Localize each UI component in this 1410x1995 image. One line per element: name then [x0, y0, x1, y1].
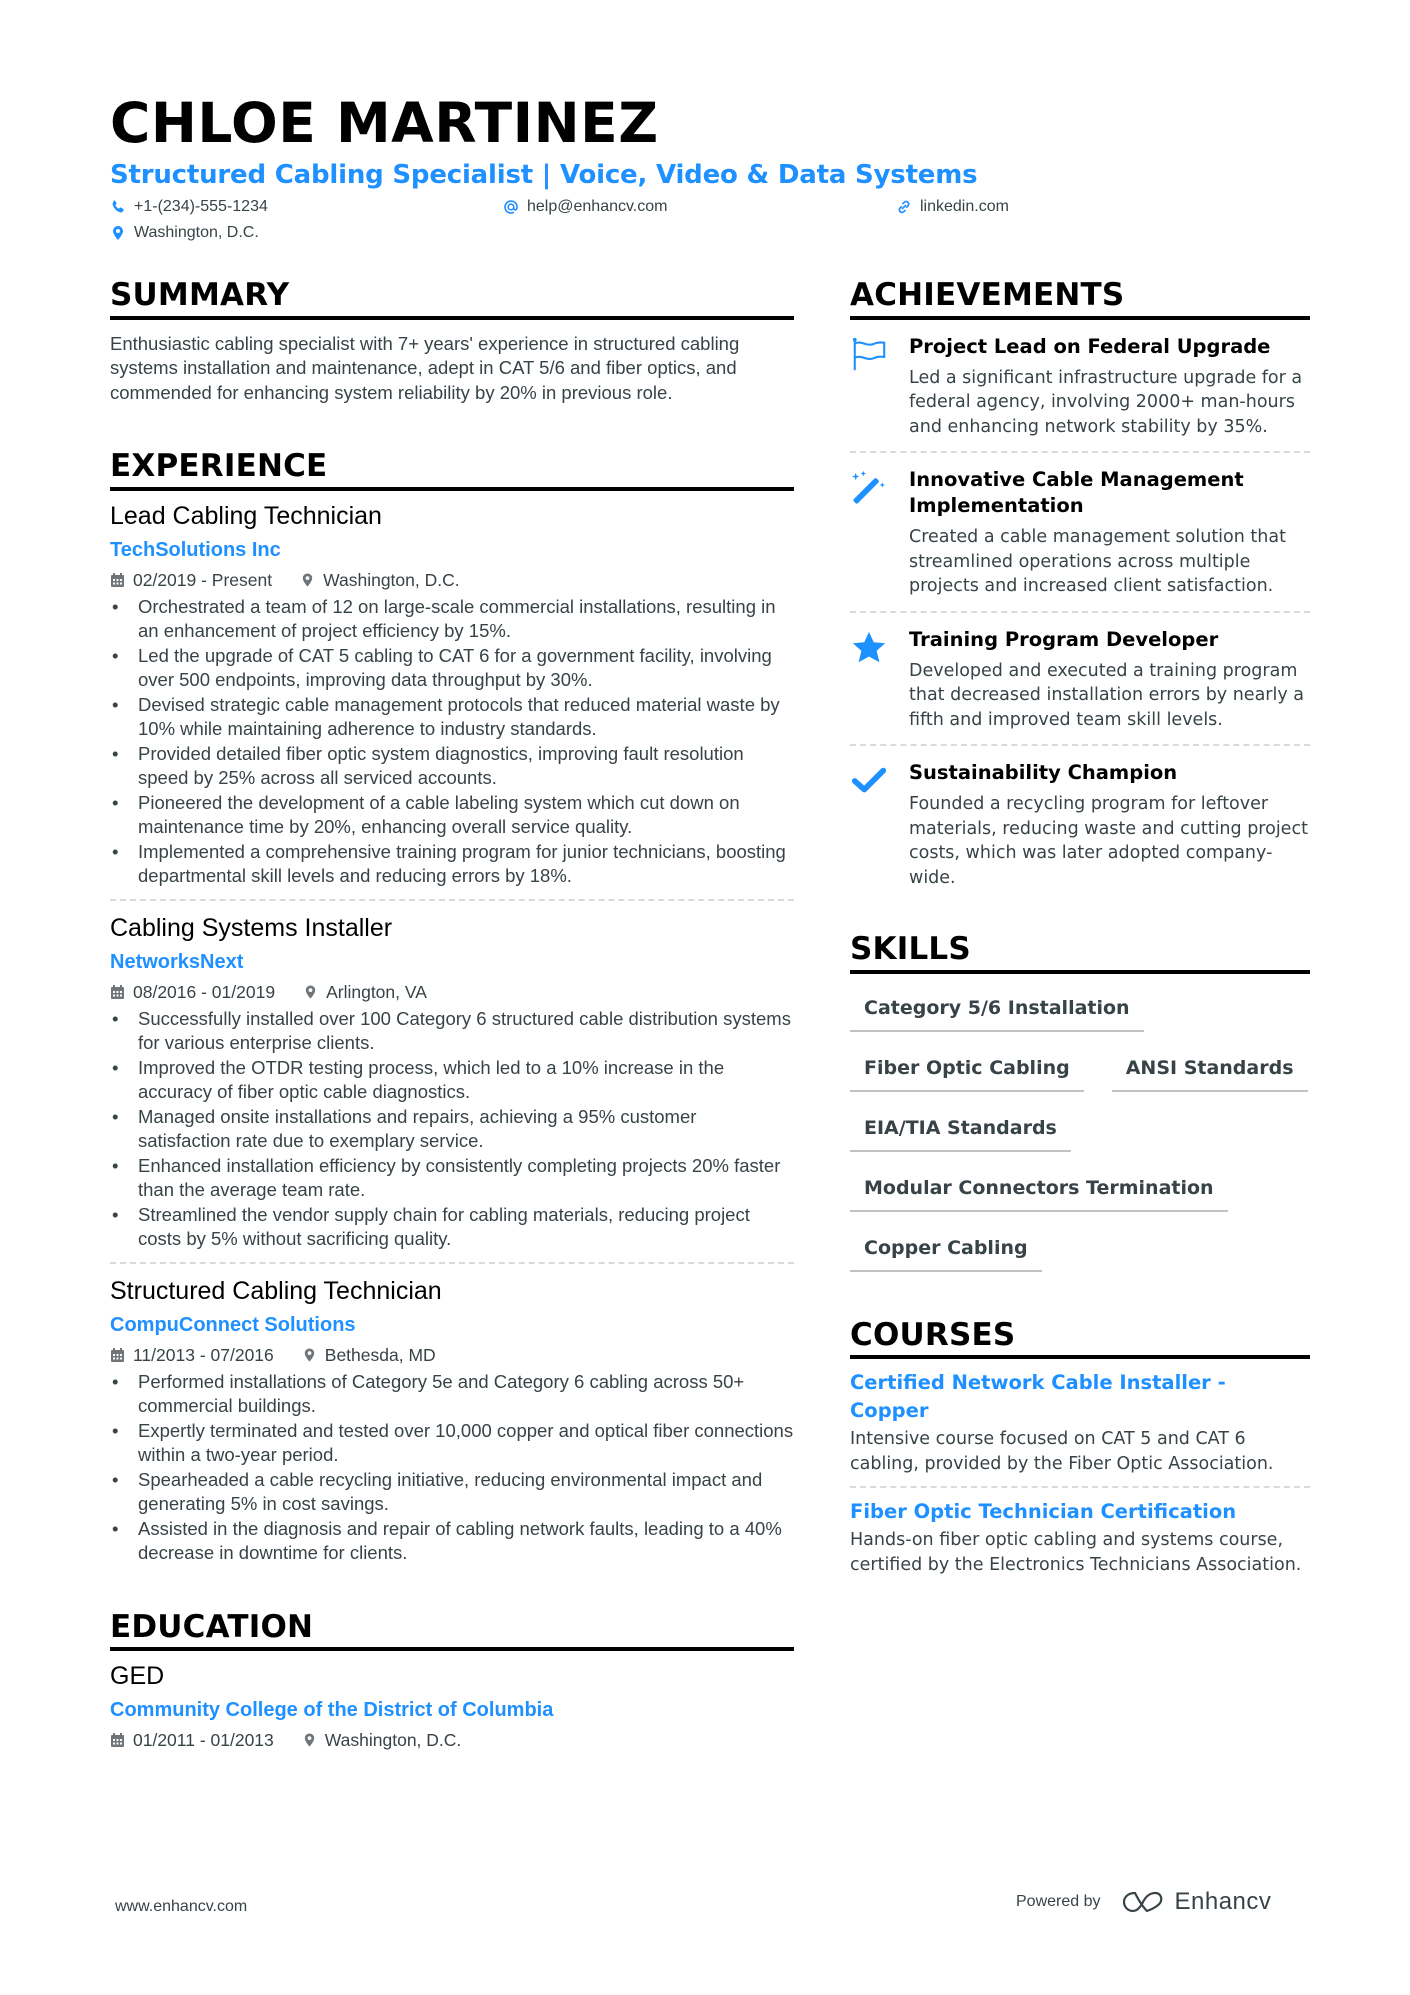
checkmark-icon: [850, 762, 888, 800]
footer-branding: [1016, 1888, 1271, 1916]
job-title: Structured Cabling Technician: [110, 1276, 442, 1305]
experience-section: [110, 449, 794, 1566]
company-name: TechSolutions Inc: [110, 538, 281, 561]
location-pin-icon: [300, 572, 315, 588]
school-name: Community College of the District of Columbia: [110, 1699, 554, 1722]
job-title: Lead Cabling Technician: [110, 501, 382, 530]
footer-website[interactable]: www.enhancv.com: [115, 1898, 248, 1915]
contact-location: [110, 224, 259, 242]
skill-tag: Modular Connectors Termination: [850, 1168, 1228, 1212]
skill-tag: EIA/TIA Standards: [850, 1108, 1071, 1152]
company-name: CompuConnect Solutions: [110, 1313, 356, 1336]
achievement-item: [850, 611, 1310, 745]
summary-heading: SUMMARY: [110, 278, 794, 320]
at-icon: [503, 199, 519, 215]
bullet: • Spearheaded a cable recycling initiative, reducing environmental impact and generating 5% in cost savings.: [110, 1468, 794, 1517]
job-meta: [110, 567, 794, 593]
calendar-icon: [110, 1347, 125, 1363]
contact-email[interactable]: [503, 198, 667, 216]
skill-tag: Fiber Optic Cabling: [850, 1048, 1084, 1092]
bullet: • Improved the OTDR testing process, which led to a 10% increase in the accuracy of fiber optic cable diagnostics.: [110, 1056, 794, 1105]
summary-text: Enthusiastic cabling specialist with 7+ years' experience in structured cabling systems installation and maintenance, adept in CAT 5/6 and fiber optics, and commended for enhancing system reliability by 20% in previous role.: [110, 332, 740, 403]
experience-entry: [110, 899, 794, 1252]
skill-tag: ANSI Standards: [1112, 1048, 1308, 1092]
dates-text: 11/2013 - 07/2016: [133, 1344, 274, 1365]
contact-phone: [110, 198, 268, 216]
email-link[interactable]: help@enhancv.com: [527, 198, 668, 215]
job-meta: [110, 979, 794, 1005]
achievement-title: Innovative Cable Management Implementation: [909, 468, 1244, 518]
job-dates: [110, 979, 275, 1005]
achievement-title: Sustainability Champion: [909, 761, 1178, 785]
bullet: • Enhanced installation efficiency by consistently completing projects 20% faster than the average team rate.: [110, 1154, 794, 1203]
contact-link[interactable]: [896, 198, 1009, 216]
magic-wand-icon: [850, 469, 888, 507]
experience-entry: [110, 1262, 794, 1566]
star-icon: [850, 629, 888, 667]
calendar-icon: [110, 984, 125, 1000]
summary-section: [110, 278, 794, 405]
course-description: Intensive course focused on CAT 5 and CAT 6 cabling, provided by the Fiber Optic Association.: [850, 1429, 1274, 1474]
achievement-item: [850, 744, 1310, 902]
flag-icon: [850, 336, 888, 374]
dates-text: 08/2016 - 01/2019: [133, 981, 276, 1002]
job-location: [300, 567, 460, 593]
location-pin-icon: [302, 1347, 317, 1363]
candidate-title: Structured Cabling Specialist | Voice, Video & Data Systems: [110, 160, 978, 190]
course-description: Hands-on fiber optic cabling and systems course, certified by the Electronics Technicians Association.: [850, 1530, 1302, 1575]
education-entry: [110, 1651, 794, 1753]
location-pin-icon: [303, 984, 318, 1000]
bullet: • Performed installations of Category 5e and Category 6 cabling across 50+ commercial buildings.: [110, 1370, 794, 1419]
candidate-name: CHLOE MARTINEZ: [110, 91, 659, 155]
linkedin-link[interactable]: linkedin.com: [920, 198, 1009, 215]
achievements-section: [850, 278, 1310, 902]
location-text: Washington, D.C.: [323, 569, 460, 590]
bullet: • Expertly terminated and tested over 10,000 copper and optical fiber connections within a two-year period.: [110, 1419, 794, 1468]
achievement-item: [850, 451, 1310, 611]
course-title: Fiber Optic Technician Certification: [850, 1500, 1237, 1524]
skills-section: [850, 932, 1310, 1288]
skill-tag: Category 5/6 Installation: [850, 988, 1144, 1032]
degree: GED: [110, 1662, 165, 1691]
education-section: [110, 1610, 794, 1754]
bullet: • Orchestrated a team of 12 on large-scale commercial installations, resulting in an enhancement of project efficiency by 15%.: [110, 595, 794, 644]
bullet: • Streamlined the vendor supply chain for cabling materials, reducing project costs by 5% without sacrificing quality.: [110, 1203, 794, 1252]
experience-entry: [110, 491, 794, 889]
job-location: [302, 1342, 436, 1368]
phone-text: +1-(234)-555-1234: [134, 198, 268, 215]
skills-list: [850, 988, 1310, 1288]
bullet: • Provided detailed fiber optic system diagnostics, improving fault resolution speed by 25% across all serviced accounts.: [110, 742, 794, 791]
achievement-title: Project Lead on Federal Upgrade: [909, 334, 1271, 358]
bullet: • Assisted in the diagnosis and repair of cabling network faults, leading to a 40% decrease in downtime for clients.: [110, 1517, 794, 1566]
courses-section: [850, 1318, 1310, 1588]
dates-text: 01/2011 - 01/2013: [133, 1730, 274, 1751]
phone-icon: [110, 199, 126, 215]
skill-tag: Copper Cabling: [850, 1228, 1042, 1272]
company-name: NetworksNext: [110, 950, 244, 973]
achievement-title: Training Program Developer: [909, 627, 1219, 651]
location-pin-icon: [110, 225, 126, 241]
bullet: • Led the upgrade of CAT 5 cabling to CAT 6 for a government facility, involving over 500 endpoints, improving data throughput by 30%.: [110, 644, 794, 693]
course-title: Certified Network Cable Installer - Copper: [850, 1371, 1226, 1423]
powered-by-label: Powered by: [1016, 1893, 1101, 1910]
location-text: Bethesda, MD: [324, 1344, 436, 1365]
location-text: Arlington, VA: [326, 981, 427, 1002]
dates-text: 02/2019 - Present: [133, 569, 273, 590]
achievement-description: Led a significant infrastructure upgrade for a federal agency, involving 2000+ man-hours and enhancing network stability by 35%.: [909, 367, 1303, 437]
education-meta: [110, 1727, 794, 1753]
brand-name: Enhancv: [1174, 1888, 1272, 1915]
achievements-heading: ACHIEVEMENTS: [850, 278, 1310, 320]
job-bullets: [110, 1007, 794, 1252]
education-dates: [110, 1727, 274, 1753]
course-item: [850, 1359, 1310, 1486]
left-column: [110, 278, 794, 1783]
job-bullets: [110, 1370, 794, 1566]
enhancv-logo-icon: [1121, 1889, 1165, 1915]
achievement-description: Created a cable management solution that streamlined operations across multiple projects and increased client satisfaction.: [909, 527, 1286, 597]
job-dates: [110, 567, 272, 593]
job-location: [303, 979, 427, 1005]
bullet: • Successfully installed over 100 Category 6 structured cable distribution systems for various enterprise clients.: [110, 1007, 794, 1056]
bullet: • Implemented a comprehensive training program for junior technicians, boosting departmental skill levels and reducing errors by 18%.: [110, 840, 794, 889]
job-meta: [110, 1342, 794, 1368]
job-bullets: [110, 595, 794, 889]
bullet: • Pioneered the development of a cable labeling system which cut down on maintenance time by 20%, enhancing overall service quality.: [110, 791, 794, 840]
achievement-description: Developed and executed a training program that decreased installation errors by nearly a fifth and improved team skill levels.: [909, 660, 1304, 730]
courses-heading: COURSES: [850, 1318, 1310, 1360]
education-location: [302, 1727, 462, 1753]
calendar-icon: [110, 1732, 125, 1748]
job-title: Cabling Systems Installer: [110, 913, 393, 942]
bullet: • Managed onsite installations and repairs, achieving a 95% customer satisfaction rate due to exemplary service.: [110, 1105, 794, 1154]
location-text: Washington, D.C.: [324, 1730, 462, 1751]
location-text: Washington, D.C.: [134, 224, 259, 241]
experience-heading: EXPERIENCE: [110, 449, 794, 491]
job-dates: [110, 1342, 274, 1368]
skills-heading: SKILLS: [850, 932, 1310, 974]
location-pin-icon: [302, 1732, 317, 1748]
right-column: [850, 278, 1310, 1617]
bullet: • Devised strategic cable management protocols that reduced material waste by 10% while maintaining adherence to industry standards.: [110, 693, 794, 742]
achievement-item: [850, 320, 1310, 452]
calendar-icon: [110, 572, 125, 588]
course-item: [850, 1486, 1310, 1587]
education-heading: EDUCATION: [110, 1610, 794, 1652]
enhancv-logo[interactable]: [1121, 1888, 1272, 1916]
link-icon: [896, 199, 912, 215]
achievement-description: Founded a recycling program for leftover materials, reducing waste and cutting project costs, which was later adopted company-wide.: [909, 794, 1308, 888]
